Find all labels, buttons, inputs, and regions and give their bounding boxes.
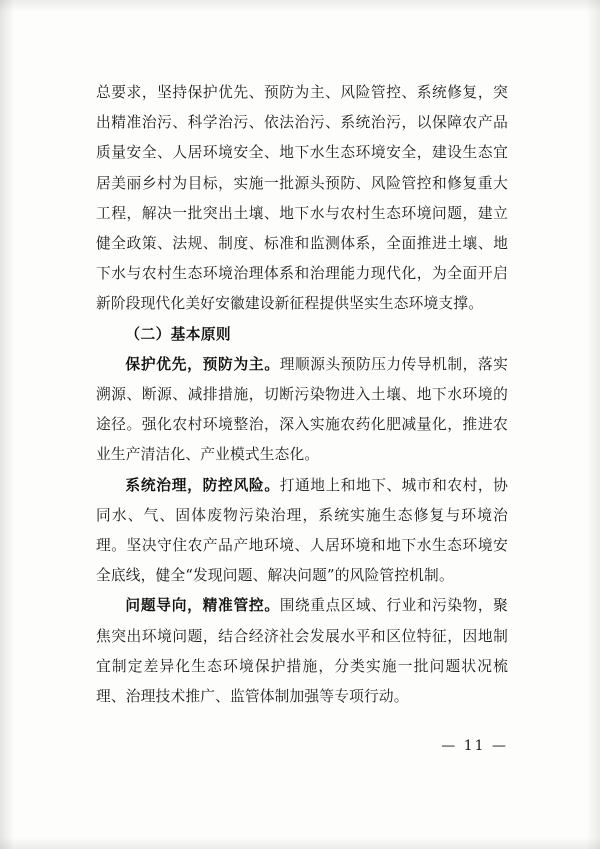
page-right-shadow [586,0,600,849]
page-content [96,78,508,712]
paragraph-principle-systematic-governance [96,471,508,592]
principle-lead-systematic-governance: 系统治理，防控风险。 [125,476,280,494]
paragraph-principle-problem-oriented [96,591,508,712]
section-heading-basic-principles: （二）基本原则 [125,325,232,343]
page-left-shadow [0,0,14,849]
principle-body-protection-first: 理顺源头预防压力传导机制，落实溯源、断源、减排措施，切断污染物进入土壤、地下水环境的途径。强化农村环境整治，深入实施农药化肥减量化，推进农业生产清洁化、产业模式生态化。 [96,355,508,464]
principle-body-problem-oriented: 围绕重点区域、行业和污染物，聚焦突出环境问题，结合经济社会发展水平和区位特征，因地制宜制定差异化生态环境保护措施，分类实施一批问题状况梳理、治理技术推广、监管体制加强等专项行动。 [96,597,508,706]
paragraph-continuation: 总要求，坚持保护优先、预防为主、风险管控、系统修复，突出精准治污、科学治污、依法治污、系统治污，以保障农产品质量安全、人居环境安全、地下水生态环境安全，建设生态宜居美丽乡村为目标，实施一批源头预防、风险管控和修复重大工程，解决一批突出土壤、地下水与农村生态环境问题，建立健全政策、法规、制度、标准和监测体系，全面推进土壤、地下水与农村生态环境治理体系和治理能力现代化，为全面开启新阶段现代化美好安徽建设新征程提供坚实生态环境支撑。 [96,84,508,313]
page-bottom-shadow [0,837,600,849]
page-top-shadow [0,0,600,12]
page-number: — 11 — [441,738,508,754]
principle-lead-problem-oriented: 问题导向，精准管控。 [125,597,280,615]
principle-lead-protection-first: 保护优先，预防为主。 [125,355,280,373]
principle-body-systematic-governance: 打通地上和地下、城市和农村，协同水、气、固体废物污染治理，系统实施生态修复与环境治理。坚决守住农产品产地环境、人居环境和地下水生态环境安全底线，健全“发现问题、解决问题”的风险管控机制。 [96,476,508,585]
paragraph-principle-protection-first [96,350,508,471]
